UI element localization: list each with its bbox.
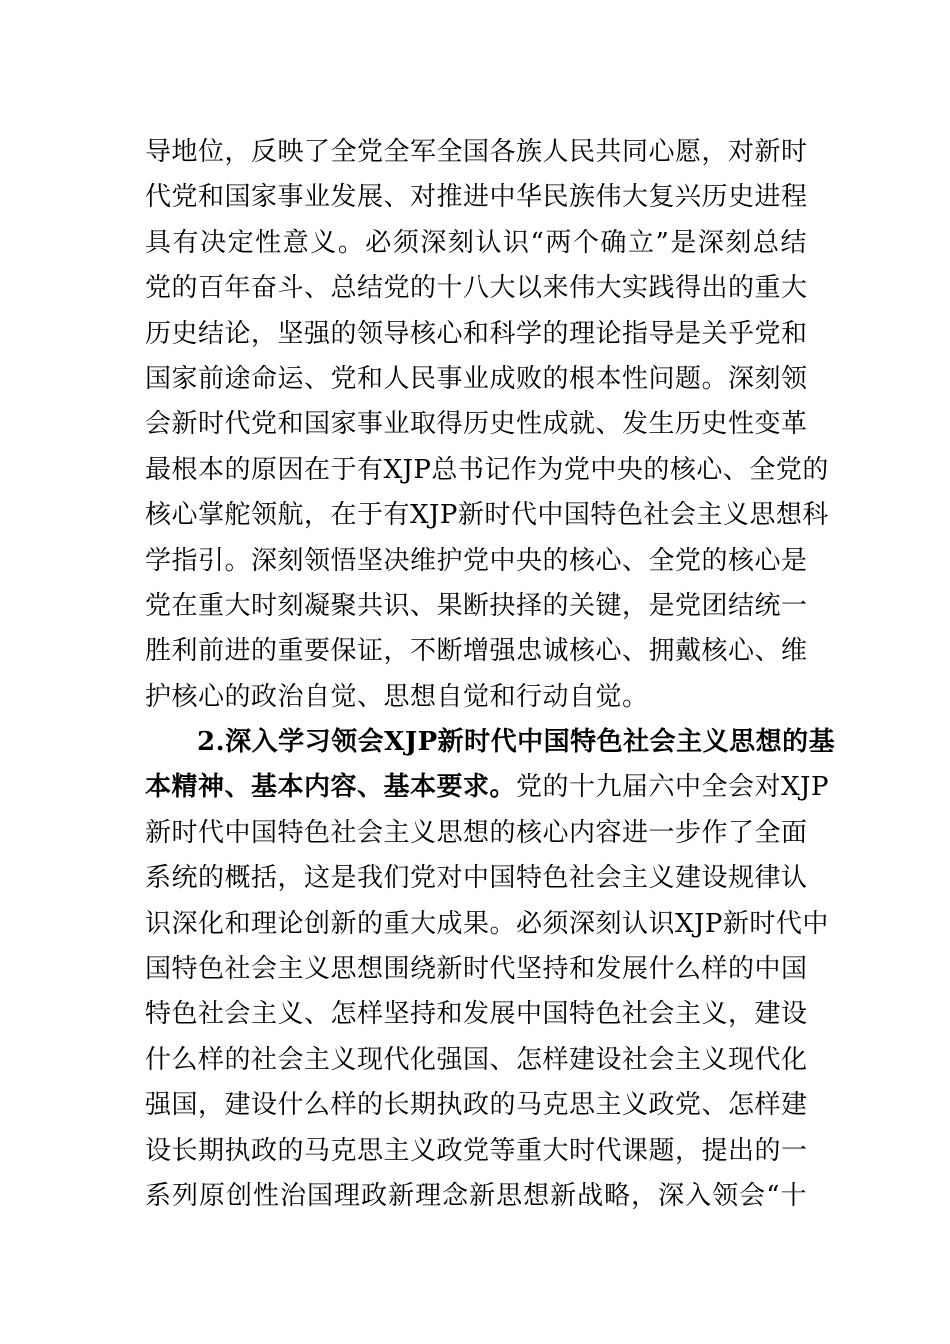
text-line bbox=[145, 765, 829, 810]
text-line: 国家前途命运、党和人民事业成败的根本性问题。深刻领 bbox=[145, 363, 808, 394]
section-heading-continued: 本精神、基本内容、基本要求。 bbox=[145, 772, 517, 803]
text-line: 护核心的政治自觉、思想自觉和行动自觉。 bbox=[145, 681, 649, 712]
text-line: 新时代中国特色社会主义思想的核心内容进一步作了全面 bbox=[145, 817, 808, 848]
text-line: 系列原创性治国理政新理念新思想新战略，深入领会“十 bbox=[145, 1180, 807, 1211]
body-text bbox=[145, 130, 836, 1219]
text-line: 强国，建设什么样的长期执政的马克思主义政党、怎样建 bbox=[145, 1090, 808, 1121]
text-line: 具有决定性意义。必须深刻认识“两个确立”是深刻总结 bbox=[145, 227, 807, 258]
text-line: 会新时代党和国家事业取得历史性成就、发生历史性变革 bbox=[145, 409, 808, 440]
text-line: 胜利前进的重要保证，不断增强忠诚核心、拥戴核心、维 bbox=[145, 636, 808, 667]
text-line: 特色社会主义、怎样坚持和发展中国特色社会主义，建设 bbox=[145, 999, 808, 1030]
text-line: 系统的概括，这是我们党对中国特色社会主义建设规律认 bbox=[145, 863, 808, 894]
text-line: 党在重大时刻凝聚共识、果断抉择的关键，是党团结统一 bbox=[145, 590, 808, 621]
paragraph-1 bbox=[145, 130, 829, 720]
section-heading: 2.深入学习领会XJP新时代中国特色社会主义思想的基 bbox=[197, 727, 836, 758]
text-line: 核心掌舵领航，在于有XJP新时代中国特色社会主义思想科 bbox=[145, 500, 829, 531]
text-line: 历史结论，坚强的领导核心和科学的理论指导是关乎党和 bbox=[145, 318, 808, 349]
text-line: 设长期执政的马克思主义政党等重大时代课题，提出的一 bbox=[145, 1135, 808, 1166]
text-line: 国特色社会主义思想围绕新时代坚持和发展什么样的中国 bbox=[145, 954, 808, 985]
text-line: 识深化和理论创新的重大成果。必须深刻认识XJP新时代中 bbox=[145, 908, 829, 939]
text-line: 代党和国家事业发展、对推进中华民族伟大复兴历史进程 bbox=[145, 182, 808, 213]
text-line: 导地位，反映了全党全军全国各族人民共同心愿，对新时 bbox=[145, 137, 808, 167]
text-line: 最根本的原因在于有XJP总书记作为党中央的核心、全党的 bbox=[145, 454, 829, 485]
text-line: 学指引。深刻领悟坚决维护党中央的核心、全党的核心是 bbox=[145, 545, 808, 576]
text-segment: 党的十九届六中全会对XJP bbox=[516, 772, 829, 803]
paragraph-2 bbox=[145, 720, 836, 1219]
text-line: 什么样的社会主义现代化强国、怎样建设社会主义现代化 bbox=[145, 1044, 808, 1075]
text-line: 党的百年奋斗、总结党的十八大以来伟大实践得出的重大 bbox=[145, 273, 808, 304]
